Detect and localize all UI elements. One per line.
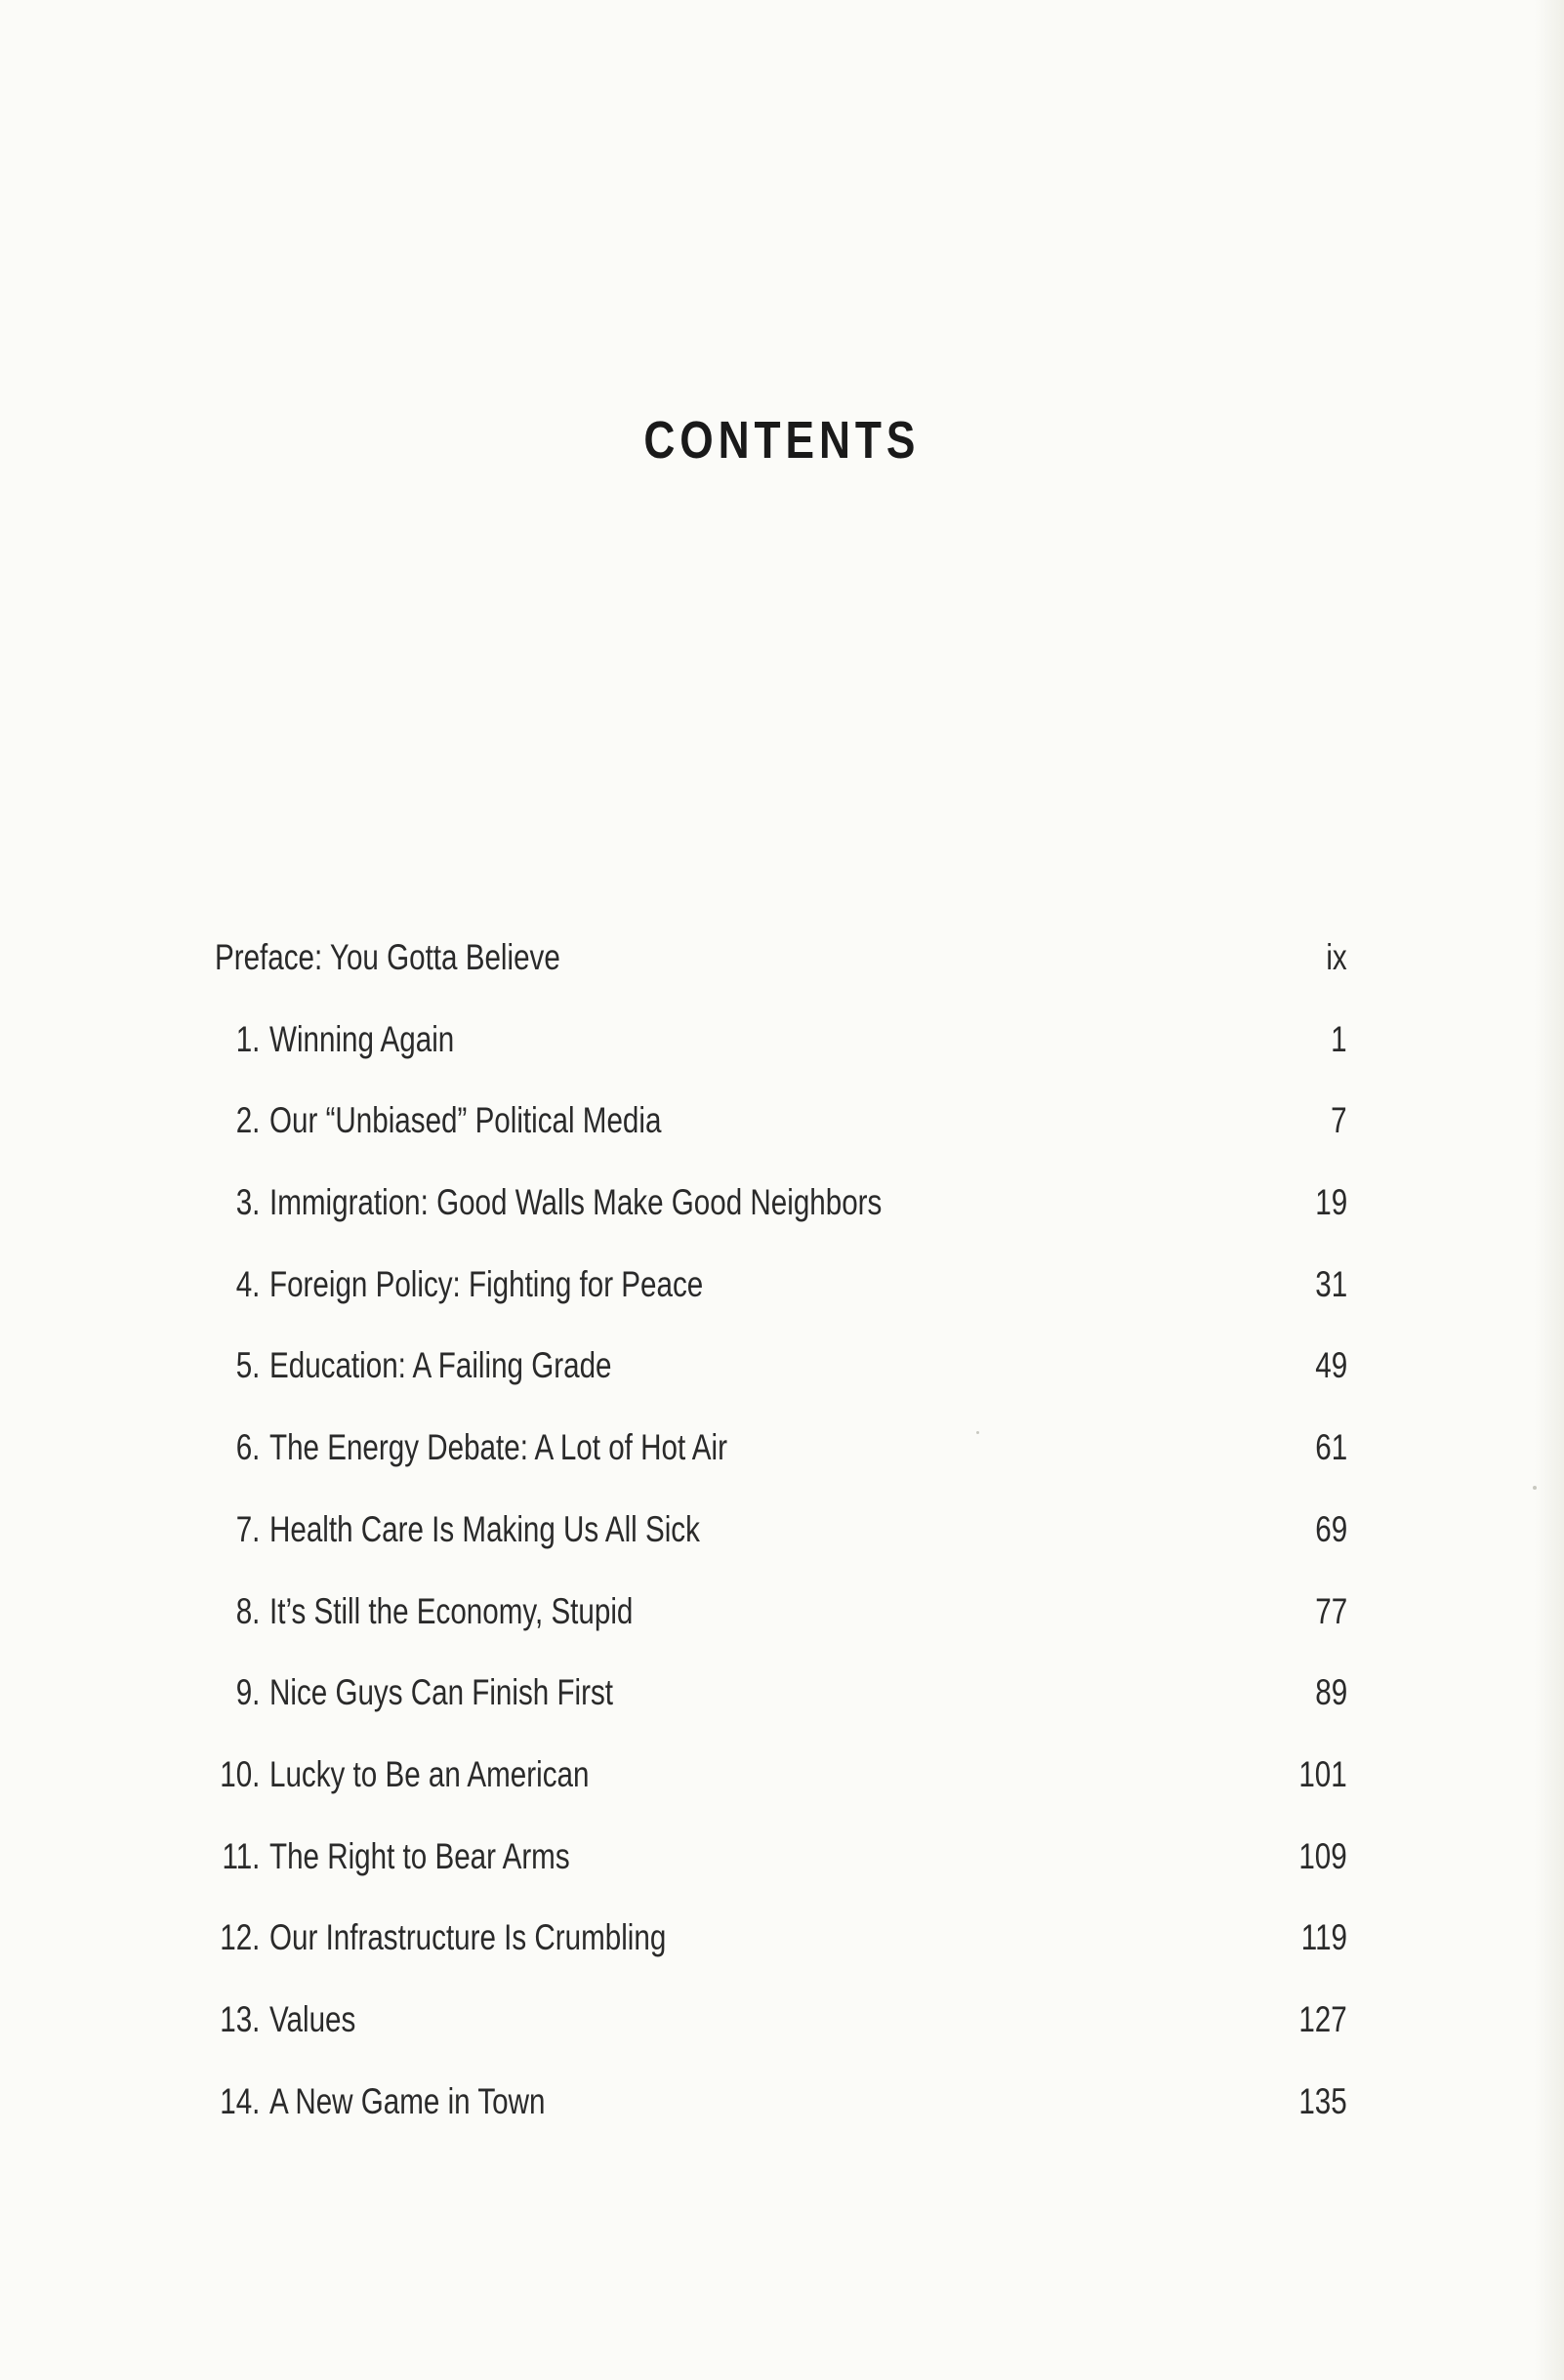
- toc-entry-page: 7: [1331, 1100, 1347, 1141]
- toc-entry-label: [215, 1917, 666, 1958]
- chapter-title: Values: [269, 1998, 356, 2039]
- chapter-title: The Energy Debate: A Lot of Hot Air: [269, 1427, 727, 1468]
- chapter-title: Our Infrastructure Is Crumbling: [269, 1917, 667, 1958]
- chapter-number: 3.: [235, 1182, 261, 1223]
- chapter-number: 9.: [235, 1672, 261, 1713]
- toc-entry-label: [215, 1836, 570, 1877]
- chapter-number: 5.: [235, 1345, 261, 1386]
- chapter-number: 6.: [235, 1427, 261, 1468]
- chapter-number: 11.: [222, 1835, 261, 1876]
- chapter-title: Education: A Failing Grade: [269, 1345, 612, 1386]
- toc-entry-page: 89: [1315, 1672, 1347, 1713]
- chapter-title: Foreign Policy: Fighting for Peace: [269, 1263, 704, 1304]
- toc-entry-5[interactable]: [215, 1345, 1347, 1427]
- toc-entry-label: [215, 1999, 355, 2040]
- toc-entry-12[interactable]: [215, 1917, 1347, 1999]
- chapter-number: 8.: [235, 1590, 261, 1631]
- chapter-title: Health Care Is Making Us All Sick: [269, 1508, 700, 1549]
- toc-entry-preface[interactable]: [215, 937, 1347, 1019]
- chapter-title: Nice Guys Can Finish First: [269, 1672, 613, 1713]
- toc-entry-label: [215, 1591, 633, 1632]
- toc-entry-label: [215, 2081, 545, 2122]
- toc-entry-7[interactable]: [215, 1509, 1347, 1591]
- chapter-number: 1.: [235, 1018, 261, 1059]
- chapter-title: Immigration: Good Walls Make Good Neighbors: [269, 1182, 883, 1223]
- toc-entry-page: ix: [1326, 937, 1347, 977]
- toc-entry-page: 119: [1300, 1917, 1347, 1958]
- chapter-number: 2.: [235, 1100, 261, 1141]
- table-of-contents: [215, 937, 1347, 2162]
- chapter-number: 12.: [220, 1917, 261, 1958]
- chapter-title: Lucky to Be an American: [269, 1753, 590, 1794]
- toc-entry-8[interactable]: [215, 1591, 1347, 1673]
- toc-entry-3[interactable]: [215, 1182, 1347, 1264]
- toc-entry-page: 1: [1331, 1018, 1347, 1059]
- toc-entry-label: [215, 1427, 727, 1468]
- toc-entry-page: 69: [1315, 1508, 1347, 1549]
- chapter-number: 13.: [220, 1998, 261, 2039]
- toc-entry-label: [215, 1345, 612, 1386]
- toc-entry-label: [215, 1754, 589, 1795]
- toc-entry-14[interactable]: [215, 2081, 1347, 2163]
- toc-entry-9[interactable]: [215, 1672, 1347, 1754]
- toc-entry-page: 31: [1315, 1263, 1347, 1304]
- toc-entry-13[interactable]: [215, 1999, 1347, 2081]
- toc-entry-11[interactable]: [215, 1836, 1347, 1918]
- toc-entry-page: 61: [1315, 1427, 1347, 1468]
- page-edge-shadow: [1535, 0, 1564, 2380]
- toc-entry-label: [215, 1100, 661, 1141]
- toc-entry-page: 127: [1298, 1998, 1347, 2039]
- toc-entry-page: 101: [1298, 1753, 1347, 1794]
- chapter-title: It’s Still the Economy, Stupid: [269, 1590, 634, 1631]
- toc-entry-page: 135: [1298, 2080, 1347, 2121]
- toc-entry-1[interactable]: [215, 1019, 1347, 1101]
- page-title: CONTENTS: [643, 411, 921, 470]
- chapter-title: The Right to Bear Arms: [269, 1835, 570, 1876]
- toc-entry-10[interactable]: [215, 1754, 1347, 1836]
- toc-entry-page: 77: [1315, 1590, 1347, 1631]
- chapter-number: 4.: [235, 1263, 261, 1304]
- chapter-title: Winning Again: [269, 1018, 455, 1059]
- toc-entry-page: 19: [1315, 1182, 1347, 1223]
- scan-speck: [1533, 1486, 1537, 1490]
- toc-entry-6[interactable]: [215, 1427, 1347, 1509]
- chapter-number: 14.: [220, 2080, 261, 2121]
- chapter-number: 10.: [220, 1753, 261, 1794]
- toc-entry-page: 109: [1298, 1835, 1347, 1876]
- chapter-title: Our “Unbiased” Political Media: [269, 1100, 662, 1141]
- toc-entry-label: [215, 1019, 454, 1060]
- toc-entry-label: [215, 1264, 703, 1305]
- toc-entry-page: 49: [1315, 1345, 1347, 1386]
- chapter-number: 7.: [235, 1508, 261, 1549]
- toc-entry-label: [215, 1672, 613, 1713]
- toc-entry-label: [215, 1509, 700, 1550]
- toc-entry-4[interactable]: [215, 1264, 1347, 1346]
- toc-entry-label: Preface: You Gotta Believe: [215, 937, 560, 977]
- chapter-title: A New Game in Town: [269, 2080, 546, 2121]
- toc-entry-label: [215, 1182, 882, 1223]
- toc-entry-2[interactable]: [215, 1100, 1347, 1182]
